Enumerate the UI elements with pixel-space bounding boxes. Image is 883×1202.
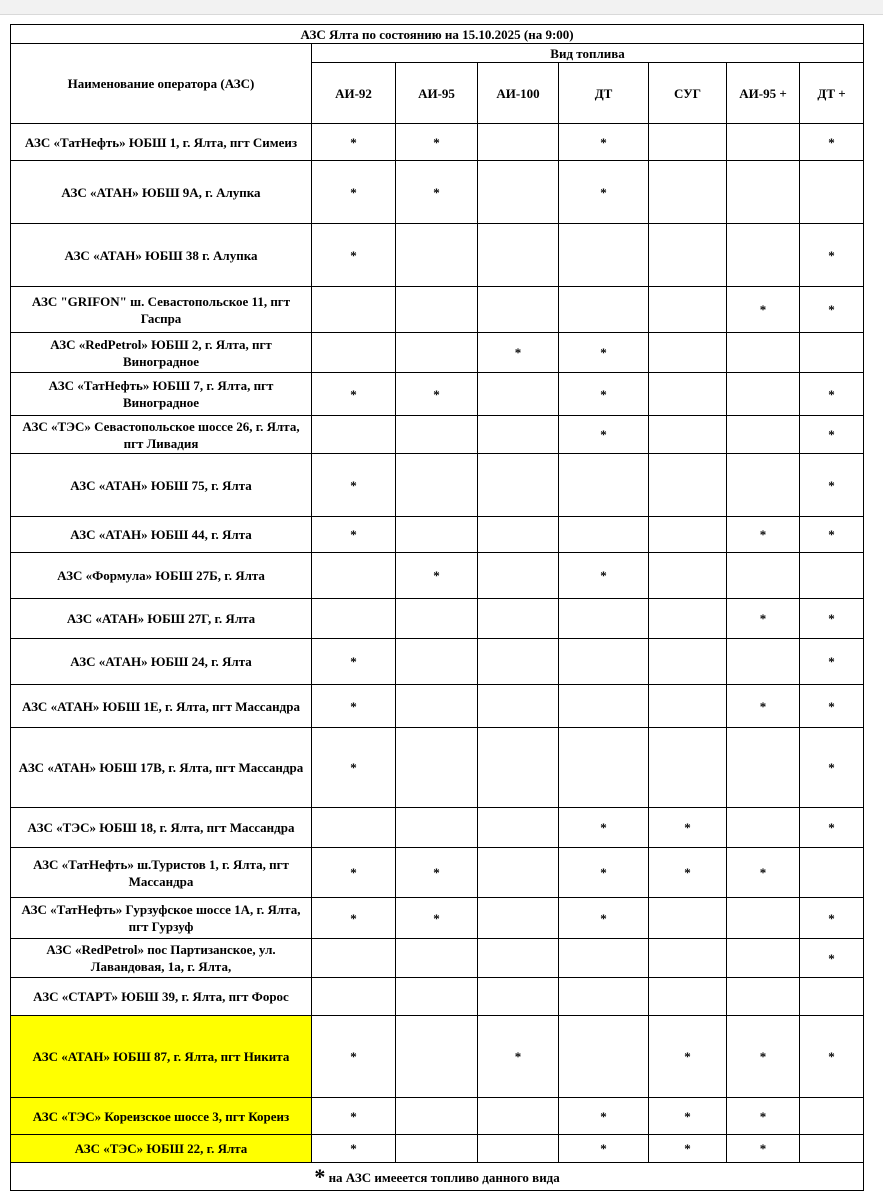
fuel-cell [800,454,864,517]
fuel-cell [800,416,864,454]
availability-mark: * [350,247,357,263]
fuel-cell [478,808,559,848]
fuel-cell [649,416,727,454]
fuel-cell [649,333,727,373]
fuel-cell [478,599,559,639]
fuel-cell [727,898,800,939]
footnote-text: на АЗС имееется топливо данного вида [328,1169,560,1185]
station-name: АЗС «ТатНефть» ЮБШ 7, г. Ялта, пгт Виноградное [11,373,312,416]
fuel-cell [649,1135,727,1163]
fuel-cell [559,553,649,599]
fuel-group-header: Вид топлива [312,44,864,63]
fuel-cell [312,224,396,287]
station-name: АЗС «АТАН» ЮБШ 38 г. Алупка [11,224,312,287]
fuel-cell [312,454,396,517]
fuel-cell [727,416,800,454]
fuel-cell [478,124,559,161]
availability-mark: * [433,910,440,926]
fuel-cell [396,333,478,373]
availability-mark: * [828,760,835,775]
fuel-cell [800,333,864,373]
fuel-cell [478,639,559,685]
fuel-cell [312,124,396,161]
station-name: АЗС «ТатНефть» Гурзуфское шоссе 1А, г. Ялта, пгт Гурзуф [11,898,312,939]
fuel-cell [478,728,559,808]
fuel-cell [559,978,649,1016]
fuel-cell [396,124,478,161]
fuel-cell [800,553,864,599]
availability-mark: * [828,611,835,626]
fuel-cell [396,1016,478,1098]
fuel-cell [559,416,649,454]
availability-mark: * [600,865,607,880]
fuel-cell [396,287,478,333]
operator-column-header: Наименование оператора (АЗС) [11,44,312,124]
fuel-column-header: ДТ + [800,63,864,124]
fuel-cell [649,124,727,161]
table-row [11,898,864,939]
availability-mark: * [600,184,607,200]
availability-mark: * [350,477,357,493]
availability-mark: * [684,1049,691,1064]
fuel-cell [312,333,396,373]
availability-mark: * [433,134,440,150]
fuel-cell [478,373,559,416]
availability-mark: * [759,1108,767,1124]
availability-mark: * [600,345,607,360]
fuel-cell [727,333,800,373]
fuel-cell [396,939,478,978]
availability-mark: * [433,865,440,880]
fuel-cell [800,848,864,898]
fuel-cell [478,161,559,224]
availability-mark: * [828,527,835,542]
fuel-cell [800,685,864,728]
fuel-cell [727,685,800,728]
fuel-cell [727,728,800,808]
table-row [11,287,864,333]
availability-mark: * [828,386,835,402]
fuel-cell [478,978,559,1016]
station-name: АЗС «АТАН» ЮБШ 27Г, г. Ялта [11,599,312,639]
station-name: АЗС «ТЭС» Севастопольское шоссе 26, г. Ялта, пгт Ливадия [11,416,312,454]
fuel-cell [312,1135,396,1163]
availability-mark: * [600,427,607,442]
fuel-cell [559,639,649,685]
fuel-cell [396,898,478,939]
fuel-cell [396,416,478,454]
fuel-cell [800,287,864,333]
fuel-cell [727,124,800,161]
fuel-cell [396,728,478,808]
fuel-cell [478,1135,559,1163]
table-row [11,639,864,685]
top-strip [0,0,883,15]
fuel-cell [727,978,800,1016]
fuel-cell [559,898,649,939]
fuel-cell [559,808,649,848]
fuel-cell [727,808,800,848]
availability-mark: * [828,910,835,926]
fuel-cell [727,599,800,639]
fuel-cell [396,685,478,728]
fuel-cell [727,639,800,685]
fuel-cell [800,373,864,416]
fuel-cell [478,685,559,728]
fuel-cell [396,978,478,1016]
fuel-cell [649,898,727,939]
table-row [11,728,864,808]
fuel-cell [649,517,727,553]
availability-mark: * [350,527,357,542]
fuel-cell [478,1098,559,1135]
fuel-column-header: АИ-100 [478,63,559,124]
table-row [11,224,864,287]
fuel-cell [727,454,800,517]
table-row [11,1016,864,1098]
fuel-cell [727,1098,800,1135]
fuel-cell [312,808,396,848]
fuel-cell [478,898,559,939]
availability-mark: * [759,1049,767,1064]
table-row [11,373,864,416]
fuel-cell [800,124,864,161]
fuel-cell [727,161,800,224]
table-row [11,808,864,848]
fuel-cell [649,454,727,517]
fuel-cell [800,639,864,685]
availability-mark: * [828,134,835,150]
availability-mark: * [600,386,607,402]
fuel-cell [559,161,649,224]
table-row [11,1135,864,1163]
station-name: АЗС «ТатНефть» ш.Туристов 1, г. Ялта, пгт Массандра [11,848,312,898]
station-name: АЗС «ТатНефть» ЮБШ 1, г. Ялта, пгт Симеиз [11,124,312,161]
fuel-cell [559,124,649,161]
availability-mark: * [600,1108,607,1124]
fuel-cell [396,553,478,599]
availability-mark: * [828,1049,835,1064]
availability-mark: * [759,302,767,317]
availability-mark: * [828,654,835,669]
fuel-cell [727,939,800,978]
station-name: АЗС «RedPetrol» ЮБШ 2, г. Ялта, пгт Виноградное [11,333,312,373]
fuel-cell [649,939,727,978]
station-name: АЗС «Формула» ЮБШ 27Б, г. Ялта [11,553,312,599]
station-name: АЗС "GRIFON" ш. Севастопольское 11, пгт Гаспра [11,287,312,333]
availability-mark: * [600,820,607,835]
availability-mark: * [514,345,522,360]
availability-mark: * [828,698,835,714]
availability-mark: * [350,698,357,714]
station-name: АЗС «СТАРТ» ЮБШ 39, г. Ялта, пгт Форос [11,978,312,1016]
fuel-cell [478,517,559,553]
fuel-cell [727,1135,800,1163]
availability-mark: * [600,568,607,583]
station-name: АЗС «ТЭС» Кореизское шоссе 3, пгт Кореиз [11,1098,312,1135]
fuel-column-header: АИ-95 [396,63,478,124]
fuel-cell [312,599,396,639]
fuel-cell [396,517,478,553]
fuel-cell [649,848,727,898]
fuel-cell [800,1135,864,1163]
fuel-cell [800,978,864,1016]
fuel-column-header: СУГ [649,63,727,124]
fuel-cell [649,685,727,728]
availability-mark: * [828,247,835,263]
fuel-cell [396,639,478,685]
table-row [11,454,864,517]
station-name: АЗС «АТАН» ЮБШ 87, г. Ялта, пгт Никита [11,1016,312,1098]
fuel-cell [649,1098,727,1135]
availability-mark: * [433,184,440,200]
station-name: АЗС «АТАН» ЮБШ 17В, г. Ялта, пгт Массандра [11,728,312,808]
availability-mark: * [350,760,357,775]
table-row [11,599,864,639]
fuel-cell [312,161,396,224]
fuel-cell [478,224,559,287]
fuel-cell [312,517,396,553]
availability-mark: * [433,386,440,402]
table-row [11,685,864,728]
fuel-cell [478,1016,559,1098]
availability-mark: * [514,1049,522,1064]
fuel-cell [649,728,727,808]
availability-mark: * [600,134,607,150]
fuel-cell [649,808,727,848]
table-row [11,517,864,553]
fuel-cell [478,454,559,517]
availability-mark: * [759,865,767,880]
fuel-cell [312,1016,396,1098]
fuel-cell [800,161,864,224]
fuel-cell [312,416,396,454]
table-row [11,124,864,161]
fuel-cell [312,848,396,898]
fuel-cell [649,639,727,685]
availability-mark: * [828,477,835,493]
fuel-cell [312,685,396,728]
table-row [11,978,864,1016]
table-row [11,161,864,224]
availability-mark: * [350,910,357,926]
fuel-cell [396,373,478,416]
fuel-cell [396,848,478,898]
table-row [11,1098,864,1135]
availability-mark: * [759,611,767,626]
fuel-cell [727,553,800,599]
fuel-cell [800,599,864,639]
fuel-availability-table [10,24,864,1191]
fuel-cell [800,808,864,848]
fuel-cell [312,373,396,416]
fuel-cell [727,1016,800,1098]
availability-mark: * [350,134,357,150]
fuel-cell [649,599,727,639]
fuel-cell [396,599,478,639]
fuel-cell [649,224,727,287]
fuel-column-header: ДТ [559,63,649,124]
fuel-cell [559,333,649,373]
fuel-cell [649,1016,727,1098]
fuel-cell [559,599,649,639]
fuel-cell [649,978,727,1016]
fuel-cell [800,939,864,978]
table-row [11,333,864,373]
fuel-cell [559,728,649,808]
fuel-cell [312,978,396,1016]
table-row [11,939,864,978]
fuel-cell [478,416,559,454]
fuel-cell [727,517,800,553]
fuel-cell [312,1098,396,1135]
availability-mark: * [350,654,357,669]
fuel-cell [559,517,649,553]
station-name: АЗС «ТЭС» ЮБШ 18, г. Ялта, пгт Массандра [11,808,312,848]
availability-mark: * [350,1049,357,1064]
table-row [11,416,864,454]
fuel-cell [396,224,478,287]
fuel-cell [396,1135,478,1163]
availability-mark: * [828,302,835,317]
fuel-cell [312,287,396,333]
fuel-cell [800,224,864,287]
availability-mark: * [684,1108,691,1124]
fuel-cell [800,898,864,939]
availability-mark: * [828,427,835,442]
station-name: АЗС «АТАН» ЮБШ 9А, г. Алупка [11,161,312,224]
fuel-cell [478,553,559,599]
availability-mark: * [759,698,767,714]
table-row [11,848,864,898]
fuel-cell [396,808,478,848]
availability-mark: * [684,865,691,880]
fuel-cell [312,728,396,808]
availability-mark: * [684,820,691,835]
fuel-cell [396,454,478,517]
fuel-cell [396,1098,478,1135]
fuel-cell [727,848,800,898]
station-name: АЗС «АТАН» ЮБШ 44, г. Ялта [11,517,312,553]
availability-mark: * [433,568,440,583]
fuel-cell [559,224,649,287]
fuel-cell [478,333,559,373]
fuel-cell [727,287,800,333]
fuel-cell [649,287,727,333]
availability-mark: * [350,1141,357,1156]
fuel-cell [559,1135,649,1163]
fuel-cell [800,517,864,553]
fuel-cell [800,728,864,808]
fuel-cell [559,287,649,333]
fuel-cell [649,161,727,224]
fuel-cell [478,287,559,333]
fuel-cell [649,553,727,599]
fuel-cell [800,1098,864,1135]
fuel-cell [559,1098,649,1135]
availability-mark: * [759,1141,767,1156]
fuel-column-header: АИ-95 + [727,63,800,124]
availability-mark: * [684,1141,691,1156]
availability-mark: * [350,386,357,402]
station-name: АЗС «ТЭС» ЮБШ 22, г. Ялта [11,1135,312,1163]
fuel-cell [800,1016,864,1098]
fuel-cell [312,939,396,978]
fuel-cell [559,848,649,898]
fuel-cell [312,553,396,599]
availability-mark: * [600,910,607,926]
fuel-cell [478,939,559,978]
availability-mark: * [759,527,767,542]
availability-mark: * [350,1108,357,1124]
station-name: АЗС «АТАН» ЮБШ 24, г. Ялта [11,639,312,685]
table-title: АЗС Ялта по состоянию на 15.10.2025 (на 9:00) [11,25,864,44]
availability-mark: * [350,184,357,200]
fuel-cell [312,898,396,939]
fuel-cell [559,939,649,978]
availability-mark: * [350,865,357,880]
footnote [11,1163,864,1191]
fuel-column-header: АИ-92 [312,63,396,124]
fuel-cell [559,454,649,517]
fuel-cell [478,848,559,898]
fuel-cell [727,224,800,287]
fuel-cell [727,373,800,416]
fuel-cell [559,373,649,416]
station-name: АЗС «RedPetrol» пос Партизанское, ул. Лавандовая, 1а, г. Ялта, [11,939,312,978]
availability-mark: * [828,950,835,966]
fuel-cell [649,373,727,416]
availability-mark: * [828,820,835,835]
station-name: АЗС «АТАН» ЮБШ 75, г. Ялта [11,454,312,517]
availability-mark: * [600,1141,607,1156]
fuel-cell [312,639,396,685]
fuel-cell [396,161,478,224]
footnote-mark: * [314,1163,326,1189]
fuel-cell [559,1016,649,1098]
table-row [11,553,864,599]
fuel-cell [559,685,649,728]
station-name: АЗС «АТАН» ЮБШ 1Е, г. Ялта, пгт Массандра [11,685,312,728]
